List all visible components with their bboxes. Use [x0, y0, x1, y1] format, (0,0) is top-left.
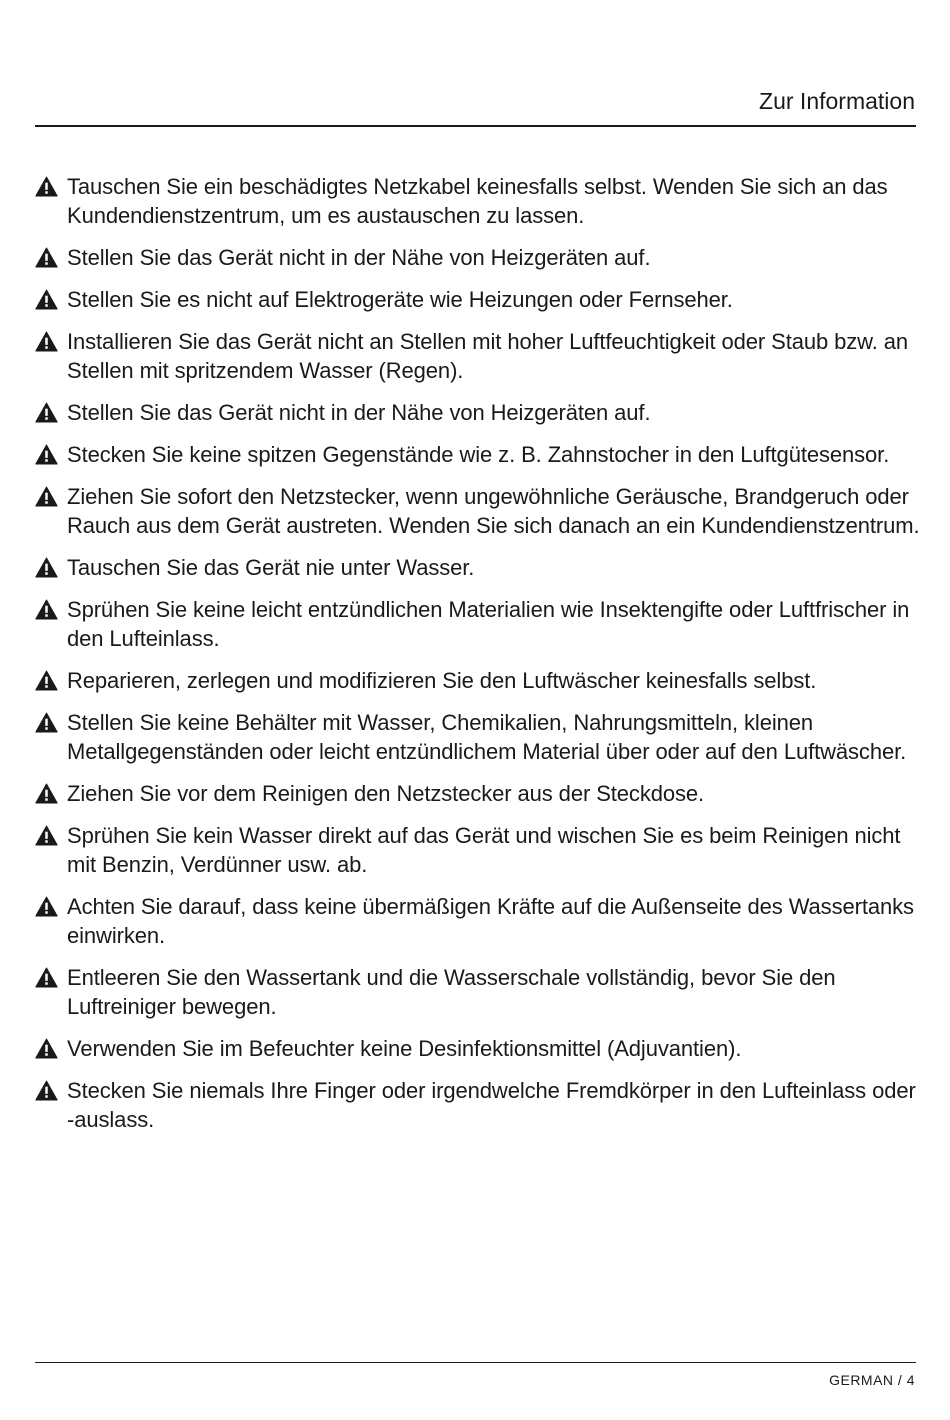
warning-triangle-icon: [35, 553, 61, 582]
warning-text: Tauschen Sie das Gerät nie unter Wasser.: [67, 555, 475, 580]
warning-text: Sprühen Sie keine leicht entzündlichen Materialien wie Insektengifte oder Luftfrischer in den Lufteinlass.: [67, 597, 910, 651]
warning-triangle-icon: [35, 243, 61, 272]
warning-text: Sprühen Sie kein Wasser direkt auf das Gerät und wischen Sie es beim Reinigen nicht mit Benzin, Verdünner usw. ab.: [67, 823, 901, 877]
list-item: [35, 440, 925, 469]
warning-triangle-icon: [35, 892, 61, 921]
warning-text: Tauschen Sie ein beschädigtes Netzkabel keinesfalls selbst. Wenden Sie sich an das Kundendienstzentrum, um es austauschen zu lassen.: [67, 174, 888, 228]
warning-text: Stellen Sie das Gerät nicht in der Nähe von Heizgeräten auf.: [67, 400, 651, 425]
list-item: [35, 821, 925, 879]
list-item: [35, 243, 925, 272]
warning-triangle-icon: [35, 440, 61, 469]
list-item: [35, 1076, 925, 1134]
list-item: [35, 482, 925, 540]
warning-text: Entleeren Sie den Wassertank und die Wasserschale vollständig, bevor Sie den Luftreiniger bewegen.: [67, 965, 836, 1019]
list-item: [35, 398, 925, 427]
warning-text: Reparieren, zerlegen und modifizieren Sie den Luftwäscher keinesfalls selbst.: [67, 668, 817, 693]
warning-triangle-icon: [35, 172, 61, 201]
list-item: [35, 963, 925, 1021]
warning-text: Ziehen Sie sofort den Netzstecker, wenn ungewöhnliche Geräusche, Brandgeruch oder Rauch aus dem Gerät austreten. Wenden Sie sich danach an ein Kundendienstzentrum.: [67, 484, 920, 538]
footer-divider: [35, 1362, 916, 1363]
warning-triangle-icon: [35, 1034, 61, 1063]
warning-triangle-icon: [35, 821, 61, 850]
list-item: [35, 285, 925, 314]
list-item: [35, 553, 925, 582]
warning-triangle-icon: [35, 595, 61, 624]
list-item: [35, 1034, 925, 1063]
list-item: [35, 892, 925, 950]
list-item: [35, 666, 925, 695]
warning-triangle-icon: [35, 666, 61, 695]
warning-text: Stellen Sie keine Behälter mit Wasser, Chemikalien, Nahrungsmitteln, kleinen Metallgegenständen oder leicht entzündlichem Material über oder auf den Luftwäscher.: [67, 710, 907, 764]
warning-text: Installieren Sie das Gerät nicht an Stellen mit hoher Luftfeuchtigkeit oder Staub bzw. an Stellen mit spritzendem Wasser (Regen).: [67, 329, 909, 383]
list-item: [35, 327, 925, 385]
warning-text: Stellen Sie das Gerät nicht in der Nähe von Heizgeräten auf.: [67, 245, 651, 270]
list-item: [35, 595, 925, 653]
page-number: GERMAN / 4: [829, 1372, 915, 1388]
warning-triangle-icon: [35, 285, 61, 314]
warning-text: Stellen Sie es nicht auf Elektrogeräte wie Heizungen oder Fernseher.: [67, 287, 733, 312]
page-title: Zur Information: [759, 88, 915, 114]
warning-text: Stecken Sie niemals Ihre Finger oder irgendwelche Fremdkörper in den Lufteinlass oder -auslass.: [67, 1078, 916, 1132]
list-item: [35, 708, 925, 766]
warning-text: Ziehen Sie vor dem Reinigen den Netzstecker aus der Steckdose.: [67, 781, 705, 806]
warning-triangle-icon: [35, 1076, 61, 1105]
warning-triangle-icon: [35, 327, 61, 356]
warning-text: Achten Sie darauf, dass keine übermäßigen Kräfte auf die Außenseite des Wassertanks einwirken.: [67, 894, 914, 948]
warning-list: [35, 172, 925, 1147]
warning-text: Stecken Sie keine spitzen Gegenstände wie z. B. Zahnstocher in den Luftgütesensor.: [67, 442, 890, 467]
header-divider: [35, 125, 916, 127]
warning-triangle-icon: [35, 482, 61, 511]
list-item: [35, 172, 925, 230]
warning-triangle-icon: [35, 963, 61, 992]
warning-triangle-icon: [35, 708, 61, 737]
list-item: [35, 779, 925, 808]
warning-text: Verwenden Sie im Befeuchter keine Desinfektionsmittel (Adjuvantien).: [67, 1036, 742, 1061]
warning-triangle-icon: [35, 779, 61, 808]
warning-triangle-icon: [35, 398, 61, 427]
